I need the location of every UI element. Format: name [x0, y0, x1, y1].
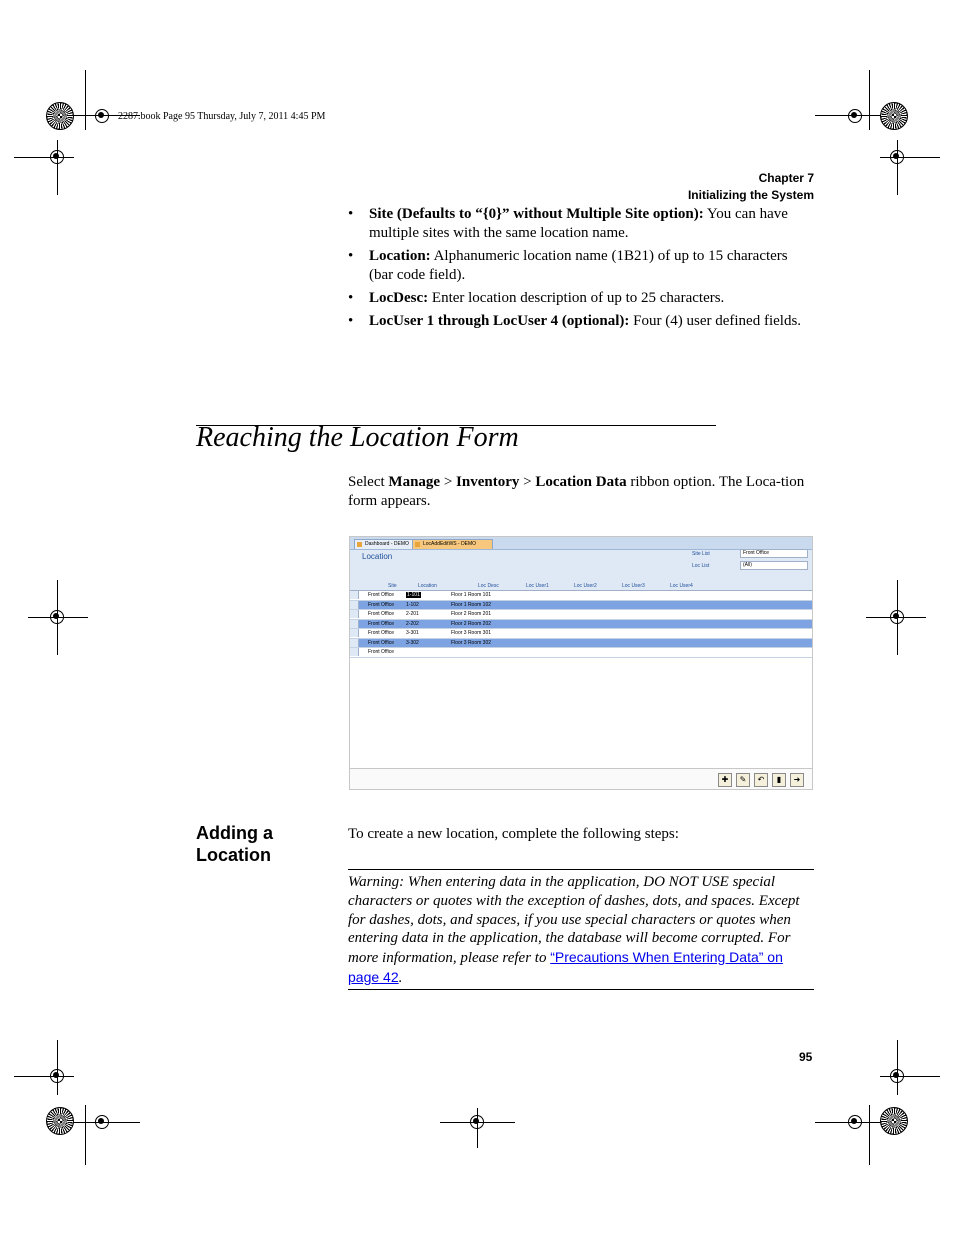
warning-rule-top	[348, 869, 814, 870]
form-icon	[415, 542, 420, 547]
sidehead-adding-location: Adding a Location	[196, 823, 273, 865]
print-info: 2287.book Page 95 Thursday, July 7, 2011 4:45 PM	[118, 111, 326, 122]
registration-target-icon	[880, 102, 908, 130]
section-title: Reaching the Location Form	[196, 422, 519, 453]
intro-paragraph: Select Manage > Inventory > Location Data ribbon option. The Loca-tion form appears.	[348, 474, 805, 509]
location-form-screenshot	[349, 536, 813, 790]
table-row[interactable]: Front Office 3-302 Floor 3 Room 302	[350, 639, 812, 649]
warning-rule-bottom	[348, 989, 814, 990]
form-icon	[357, 542, 362, 547]
list-item: • Site (Defaults to “{0}” without Multiple Site option): You can have multiple sites with the same location name.	[348, 205, 814, 243]
list-item: • LocUser 1 through LocUser 4 (optional): Four (4) user defined fields.	[348, 312, 814, 331]
undo-icon[interactable]: ↶	[754, 773, 768, 787]
table-row[interactable]: Front Office 2-202 Floor 2 Room 202	[350, 620, 812, 630]
registration-target-icon	[46, 102, 74, 130]
list-item: • Location: Alphanumeric location name (1B21) of up to 15 characters (bar code field).	[348, 247, 814, 285]
location-grid	[350, 582, 812, 658]
site-list-select[interactable]: Front Office	[740, 549, 808, 558]
save-icon[interactable]: ✎	[736, 773, 750, 787]
exit-icon[interactable]: ➜	[790, 773, 804, 787]
registration-target-icon	[46, 1107, 74, 1135]
chapter-title: Initializing the System	[687, 188, 814, 202]
loc-list-label: Loc List	[692, 563, 710, 569]
steps-intro: To create a new location, complete the following steps:	[348, 826, 679, 842]
table-row[interactable]: Front Office 2-201 Floor 2 Room 201	[350, 610, 812, 620]
tab-dashboard[interactable]: Dashboard - DEMO	[354, 539, 421, 549]
form-title: Location	[362, 552, 393, 561]
table-row[interactable]: Front Office 3-301 Floor 3 Room 301	[350, 629, 812, 639]
grid-header: Site Location Loc Desc Loc User1 Loc User2 Loc User3 Loc User4	[350, 582, 812, 591]
table-row[interactable]: Front Office 1-101 Floor 1 Room 101	[350, 591, 812, 601]
list-item: • LocDesc: Enter location description of up to 25 characters.	[348, 289, 814, 308]
loc-list-select[interactable]: (All)	[740, 561, 808, 570]
precautions-link[interactable]: “Precautions When Entering Data” on page 42	[348, 949, 783, 985]
warning-note: Warning: When entering data in the application, DO NOT USE special characters or quotes with the exception of dashes, dots, and spaces. Except for dashes, dots, and spaces, if you use special characters or quotes when entering data in the application, the database will become corrupted. For more information, please refer to “Precautions When Entering Data” on page 42.	[348, 874, 800, 986]
page-number: 95	[799, 1050, 813, 1064]
site-list-label: Site List	[692, 551, 710, 557]
delete-icon[interactable]: ▮	[772, 773, 786, 787]
new-record-icon[interactable]: ✚	[718, 773, 732, 787]
chapter-label: Chapter 7	[758, 171, 814, 185]
registration-target-icon	[880, 1107, 908, 1135]
tab-location-form[interactable]: LocAddEditWS - DEMO	[412, 539, 493, 549]
table-row[interactable]: Front Office 1-102 Floor 1 Room 102	[350, 601, 812, 611]
field-list	[348, 205, 814, 335]
table-row[interactable]: Front Office	[350, 648, 812, 658]
form-toolbar	[350, 768, 812, 789]
